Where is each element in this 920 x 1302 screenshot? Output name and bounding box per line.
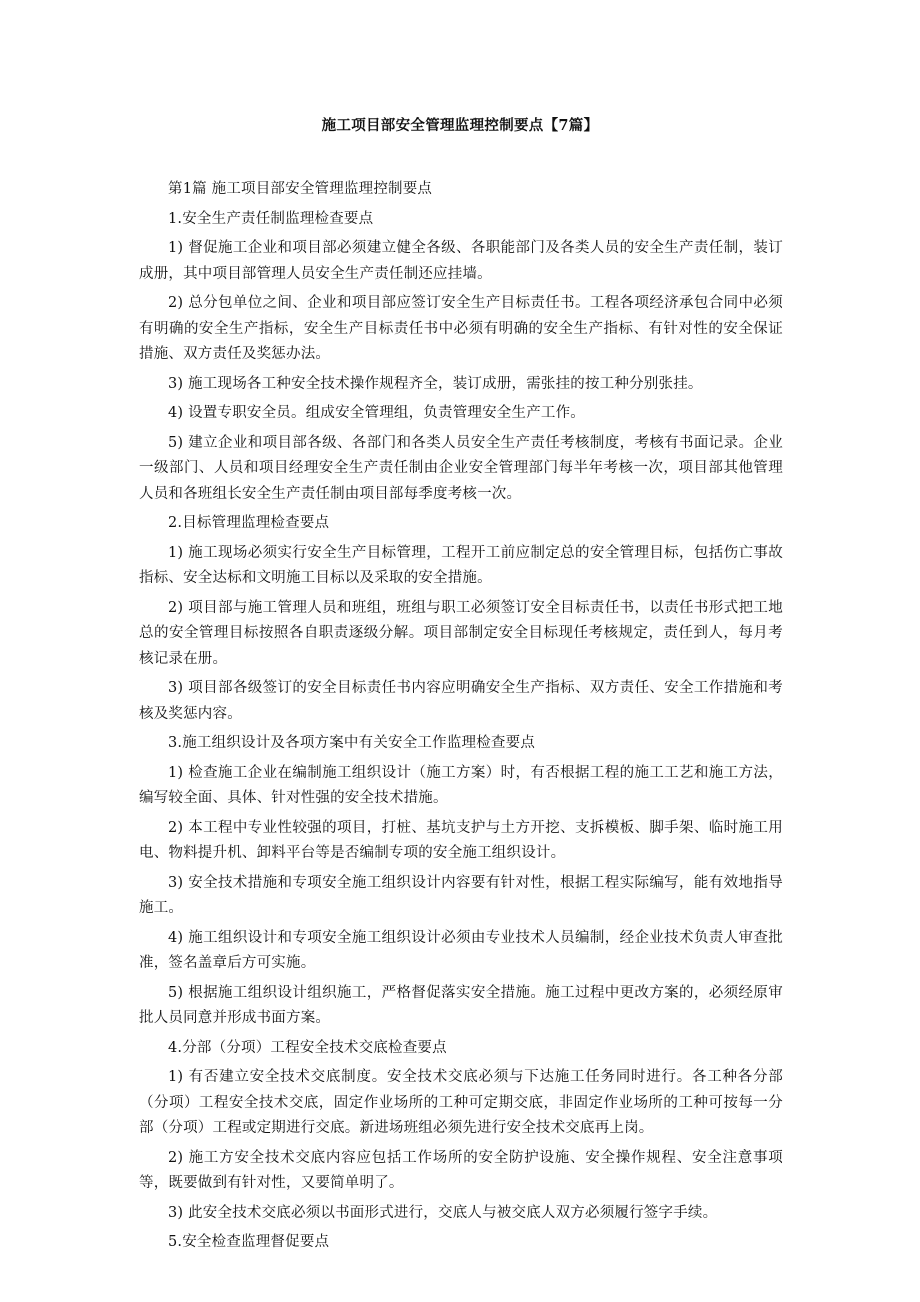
paragraph: 4) 施工组织设计和专项安全施工组织设计必须由专业技术人员编制，经企业技术负责人审查批准，签名盖章后方可实施。 [139, 929, 783, 971]
paragraph: 1) 督促施工企业和项目部必须建立健全各级、各职能部门及各类人员的安全生产责任制，装订成册，其中项目部管理人员安全生产责任制还应挂墙。 [139, 240, 783, 282]
paragraph: 3) 项目部各级签订的安全目标责任书内容应明确安全生产指标、双方责任、安全工作措施和考核及奖惩内容。 [139, 680, 783, 722]
section-heading-2: 2.目标管理监理检查要点 [168, 515, 330, 531]
section-heading-3: 3.施工组织设计及各项方案中有关安全工作监理检查要点 [168, 735, 536, 751]
chapter-heading: 第1篇 施工项目部安全管理监理控制要点 [168, 181, 433, 197]
paragraph: 2) 总分包单位之间、企业和项目部应签订安全生产目标责任书。工程各项经济承包合同中必须有明确的安全生产指标，安全生产目标责任书中必须有明确的安全生产指标、有针对性的安全保证措施、双方责任及奖惩办法。 [139, 295, 783, 362]
section-heading-4: 4.分部（分项）工程安全技术交底检查要点 [168, 1039, 447, 1056]
paragraph: 3) 安全技术措施和专项安全施工组织设计内容要有针对性，根据工程实际编写，能有效地指导施工。 [139, 874, 783, 916]
paragraph: 1) 检查施工企业在编制施工组织设计（施工方案）时，有否根据工程的施工工艺和施工方法，编写较全面、具体、针对性强的安全技术措施。 [139, 764, 783, 806]
paragraph: 2) 本工程中专业性较强的项目，打桩、基坑支护与土方开挖、支拆模板、脚手架、临时施工用电、物料提升机、卸料平台等是否编制专项的安全施工组织设计。 [139, 819, 783, 861]
paragraph: 4) 设置专职安全员。组成安全管理组，负责管理安全生产工作。 [168, 405, 585, 421]
paragraph: 3) 施工现场各工种安全技术操作规程齐全，装订成册，需张挂的按工种分别张挂。 [168, 375, 703, 392]
paragraph: 5) 根据施工组织设计组织施工，严格督促落实安全措施。施工过程中更改方案的，必须经原审批人员同意并形成书面方案。 [139, 984, 783, 1026]
paragraph: 3) 此安全技术交底必须以书面形式进行，交底人与被交底人双方必须履行签字手续。 [168, 1204, 718, 1221]
paragraph: 1) 施工现场必须实行安全生产目标管理，工程开工前应制定总的安全管理目标，包括伤亡事故指标、安全达标和文明施工目标以及采取的安全措施。 [139, 544, 783, 586]
paragraph: 2) 施工方安全技术交底内容应包括工作场所的安全防护设施、安全操作规程、安全注意事项等，既要做到有针对性，又要简单明了。 [139, 1149, 783, 1191]
paragraph: 2) 项目部与施工管理人员和班组，班组与职工必须签订安全目标责任书，以责任书形式把工地总的安全管理目标按照各自职责逐级分解。项目部制定安全目标现任考核规定，责任到人，每月考核记录在册。 [139, 599, 783, 667]
paragraph: 5) 建立企业和项目部各级、各部门和各类人员安全生产责任考核制度，考核有书面记录。企业一级部门、人员和项目经理安全生产责任制由企业安全管理部门每半年考核一次，项目部其他管理人员和各班组长安全生产责任制由项目部每季度考核一次。 [139, 434, 783, 502]
section-heading-1: 1.安全生产责任制监理检查要点 [168, 210, 374, 227]
document-title: 施工项目部安全管理监理控制要点【7篇】 [321, 117, 599, 134]
section-heading-5: 5.安全检查监理督促要点 [168, 1234, 330, 1250]
document-body [139, 177, 783, 1260]
paragraph: 1) 有否建立安全技术交底制度。安全技术交底必须与下达施工任务同时进行。各工种各分部（分项）工程安全技术交底，固定作业场所的工种可定期交底，非固定作业场所的工种可按每一分部（分项）工程或定期进行交底。新进场班组必须先进行安全技术交底再上岗。 [139, 1069, 783, 1136]
